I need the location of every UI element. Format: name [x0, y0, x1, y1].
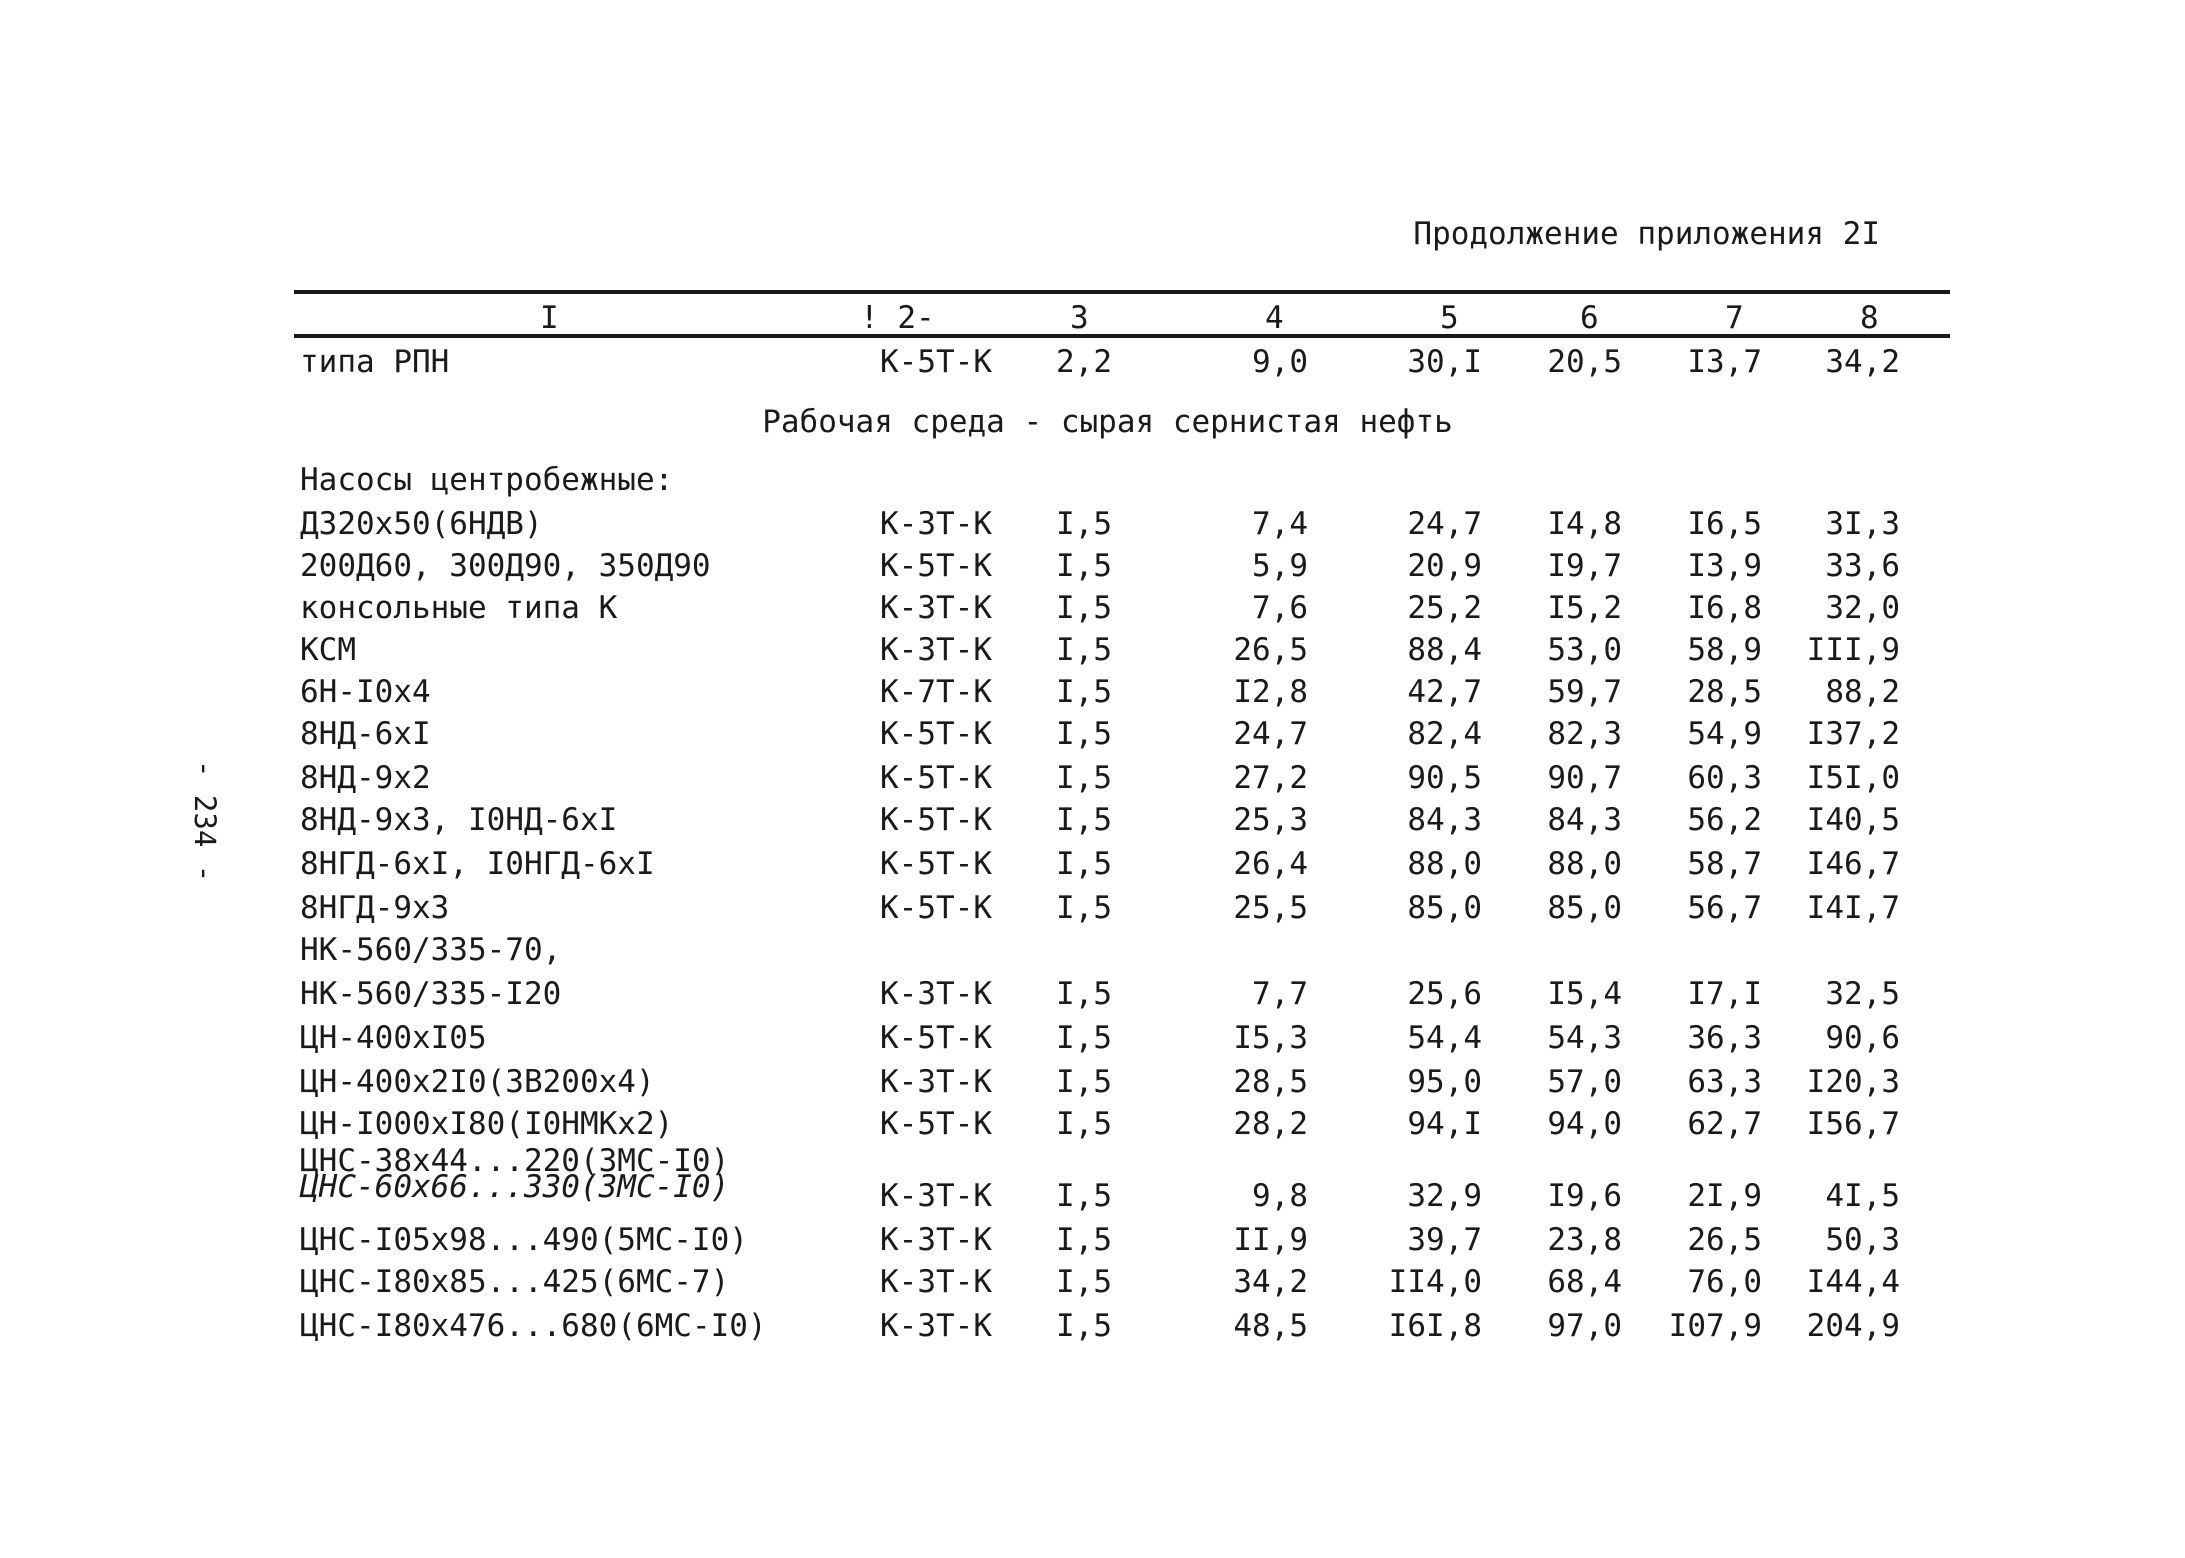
cell-c5: 39,7	[1407, 1222, 1482, 1258]
cell-c5: 90,5	[1407, 760, 1482, 796]
cell-c7: 2I,9	[1687, 1178, 1762, 1214]
cell-code: К-5Т-К	[880, 1020, 992, 1056]
cell-c7: 28,5	[1687, 674, 1762, 710]
cell-c6: I5,2	[1547, 590, 1622, 626]
cell-c7: 56,7	[1687, 890, 1762, 926]
cell-c3: I,5	[1056, 760, 1112, 796]
cell-c3: I,5	[1056, 1222, 1112, 1258]
cell-c6: 82,3	[1547, 716, 1622, 752]
column-header-7: 7	[1725, 300, 1744, 336]
cell-c4: 34,2	[1233, 1264, 1308, 1300]
cell-code: К-5Т-К	[880, 344, 992, 380]
cell-c5: 32,9	[1407, 1178, 1482, 1214]
cell-c8: I4I,7	[1806, 890, 1900, 926]
cell-c5: 94,I	[1407, 1106, 1482, 1142]
cell-code: К-3Т-К	[880, 1308, 992, 1344]
cell-c4: 27,2	[1233, 760, 1308, 796]
cell-c4: 26,5	[1233, 632, 1308, 668]
cell-c7: I6,8	[1687, 590, 1762, 626]
cell-c3: I,5	[1056, 976, 1112, 1012]
cell-c4: 25,3	[1233, 802, 1308, 838]
cell-c8: 88,2	[1825, 674, 1900, 710]
cell-c7: I7,I	[1687, 976, 1762, 1012]
cell-c7: I07,9	[1668, 1308, 1762, 1344]
cell-c3: I,5	[1056, 1064, 1112, 1100]
cell-code: К-7Т-К	[880, 674, 992, 710]
cell-c8: I40,5	[1806, 802, 1900, 838]
cell-c5: 54,4	[1407, 1020, 1482, 1056]
cell-code: К-5Т-К	[880, 716, 992, 752]
cell-c8: 32,5	[1825, 976, 1900, 1012]
cell-c4: 48,5	[1233, 1308, 1308, 1344]
row-name: 8НД-6хI	[300, 716, 431, 752]
cell-c7: 60,3	[1687, 760, 1762, 796]
cell-c6: 59,7	[1547, 674, 1622, 710]
cell-c5: 20,9	[1407, 548, 1482, 584]
cell-c8: III,9	[1806, 632, 1900, 668]
column-header-3: 3	[1070, 300, 1089, 336]
cell-c6: 97,0	[1547, 1308, 1622, 1344]
cell-code: К-5Т-К	[880, 760, 992, 796]
cell-c5: 88,0	[1407, 846, 1482, 882]
cell-c6: I4,8	[1547, 506, 1622, 542]
cell-c7: 63,3	[1687, 1064, 1762, 1100]
cell-code: К-3Т-К	[880, 506, 992, 542]
cell-c3: I,5	[1056, 890, 1112, 926]
cell-c7: 58,7	[1687, 846, 1762, 882]
cell-code: К-3Т-К	[880, 590, 992, 626]
cell-c7: I3,7	[1687, 344, 1762, 380]
row-name: 8НД-9х3, I0НД-6хI	[300, 802, 618, 838]
row-name: 8НГД-6хI, I0НГД-6хI	[300, 846, 655, 882]
row-name: Д320х50(6НДВ)	[300, 506, 543, 542]
cell-c7: 76,0	[1687, 1264, 1762, 1300]
cell-code: К-3Т-К	[880, 1178, 992, 1214]
row-name: ЦН-400хI05	[300, 1020, 487, 1056]
cell-c8: 32,0	[1825, 590, 1900, 626]
cell-c4: I2,8	[1233, 674, 1308, 710]
row-name: 200Д60, 300Д90, 350Д90	[300, 548, 711, 584]
cell-code: К-3Т-К	[880, 976, 992, 1012]
row-name: НК-560/335-I20	[300, 976, 562, 1012]
cell-c4: 7,7	[1252, 976, 1308, 1012]
cell-c3: I,5	[1056, 674, 1112, 710]
cell-c5: 42,7	[1407, 674, 1482, 710]
cell-c6: 90,7	[1547, 760, 1622, 796]
cell-c8: I5I,0	[1806, 760, 1900, 796]
cell-c5: 24,7	[1407, 506, 1482, 542]
cell-c8: I56,7	[1806, 1106, 1900, 1142]
cell-c4: II,9	[1233, 1222, 1308, 1258]
section-title: Рабочая среда - сырая сернистая нефть	[762, 404, 1453, 440]
cell-c6: 84,3	[1547, 802, 1622, 838]
cell-c8: 33,6	[1825, 548, 1900, 584]
cell-code: К-5Т-К	[880, 890, 992, 926]
cell-c7: 36,3	[1687, 1020, 1762, 1056]
cell-c6: 68,4	[1547, 1264, 1622, 1300]
cell-c3: I,5	[1056, 1106, 1112, 1142]
cell-c3: I,5	[1056, 1178, 1112, 1214]
cell-code: К-3Т-К	[880, 1264, 992, 1300]
cell-c4: 7,4	[1252, 506, 1308, 542]
row-name: 8НД-9х2	[300, 760, 431, 796]
cell-c4: 7,6	[1252, 590, 1308, 626]
cell-c7: 58,9	[1687, 632, 1762, 668]
row-name: ЦН-I000хI80(I0НМКх2)	[300, 1106, 674, 1142]
cell-c3: I,5	[1056, 1020, 1112, 1056]
cell-c7: I3,9	[1687, 548, 1762, 584]
column-header-1: I	[540, 300, 559, 336]
cell-c4: 9,8	[1252, 1178, 1308, 1214]
cell-c3: I,5	[1056, 632, 1112, 668]
cell-c8: 204,9	[1806, 1308, 1900, 1344]
cell-c5: 30,I	[1407, 344, 1482, 380]
row-name-second-line: ЦНС-60х66...330(3МС-I0)	[300, 1169, 730, 1205]
cell-c6: 53,0	[1547, 632, 1622, 668]
row-name: ЦНС-I80х476...680(6МС-I0)	[300, 1308, 767, 1344]
cell-code: К-5Т-К	[880, 548, 992, 584]
row-name: ЦНС-I05х98...490(5МС-I0)	[300, 1222, 748, 1258]
row-name: 8НГД-9х3	[300, 890, 450, 926]
row-name: КСМ	[300, 632, 356, 668]
cell-c5: 85,0	[1407, 890, 1482, 926]
cell-c3: I,5	[1056, 590, 1112, 626]
cell-c7: 56,2	[1687, 802, 1762, 838]
cell-code: К-3Т-К	[880, 1064, 992, 1100]
cell-c7: I6,5	[1687, 506, 1762, 542]
cell-c6: 54,3	[1547, 1020, 1622, 1056]
cell-c4: 24,7	[1233, 716, 1308, 752]
row-name: консольные типа К	[300, 590, 618, 626]
cell-c6: 23,8	[1547, 1222, 1622, 1258]
cell-c4: 25,5	[1233, 890, 1308, 926]
cell-c6: 85,0	[1547, 890, 1622, 926]
table-top-rule	[294, 290, 1950, 294]
cell-c5: 95,0	[1407, 1064, 1482, 1100]
cell-c8: I46,7	[1806, 846, 1900, 882]
cell-c7: 54,9	[1687, 716, 1762, 752]
cell-c8: 4I,5	[1825, 1178, 1900, 1214]
cell-c3: I,5	[1056, 716, 1112, 752]
cell-code: К-5Т-К	[880, 846, 992, 882]
cell-c3: I,5	[1056, 846, 1112, 882]
cell-c6: 57,0	[1547, 1064, 1622, 1100]
cell-c4: I5,3	[1233, 1020, 1308, 1056]
column-header-4: 4	[1265, 300, 1284, 336]
cell-c4: 28,5	[1233, 1064, 1308, 1100]
cell-c6: 88,0	[1547, 846, 1622, 882]
cell-c8: 50,3	[1825, 1222, 1900, 1258]
cell-c4: 28,2	[1233, 1106, 1308, 1142]
cell-c3: I,5	[1056, 802, 1112, 838]
cell-c4: 5,9	[1252, 548, 1308, 584]
cell-code: К-5Т-К	[880, 1106, 992, 1142]
row-name: Насосы центробежные:	[300, 462, 674, 498]
cell-c5: I6I,8	[1388, 1308, 1482, 1344]
row-name: ЦНС-I80х85...425(6МС-7)	[300, 1264, 730, 1300]
cell-c5: 25,6	[1407, 976, 1482, 1012]
cell-code: К-3Т-К	[880, 1222, 992, 1258]
cell-c5: II4,0	[1388, 1264, 1482, 1300]
cell-c3: I,5	[1056, 1264, 1112, 1300]
cell-c4: 9,0	[1252, 344, 1308, 380]
cell-c6: I5,4	[1547, 976, 1622, 1012]
cell-c6: I9,7	[1547, 548, 1622, 584]
page-heading: Продолжение приложения 2I	[1413, 216, 1880, 252]
cell-c5: 82,4	[1407, 716, 1482, 752]
row-name: 6Н-I0х4	[300, 674, 431, 710]
column-header-8: 8	[1860, 300, 1879, 336]
cell-c8: I44,4	[1806, 1264, 1900, 1300]
cell-c7: 62,7	[1687, 1106, 1762, 1142]
row-name: типа РПН	[300, 344, 450, 380]
cell-c3: I,5	[1056, 1308, 1112, 1344]
cell-c8: I20,3	[1806, 1064, 1900, 1100]
row-name: НК-560/335-70,	[300, 932, 562, 968]
column-header-2: ! 2-	[860, 300, 935, 336]
cell-c5: 88,4	[1407, 632, 1482, 668]
cell-c3: 2,2	[1056, 344, 1112, 380]
column-header-5: 5	[1440, 300, 1459, 336]
cell-c6: I9,6	[1547, 1178, 1622, 1214]
cell-c5: 25,2	[1407, 590, 1482, 626]
cell-c6: 94,0	[1547, 1106, 1622, 1142]
cell-c7: 26,5	[1687, 1222, 1762, 1258]
cell-code: К-3Т-К	[880, 632, 992, 668]
cell-c5: 84,3	[1407, 802, 1482, 838]
cell-c4: 26,4	[1233, 846, 1308, 882]
side-page-number: - 234 -	[188, 760, 222, 883]
row-name: ЦН-400х2I0(3В200х4)	[300, 1064, 655, 1100]
column-header-6: 6	[1580, 300, 1599, 336]
cell-code: К-5Т-К	[880, 802, 992, 838]
cell-c3: I,5	[1056, 548, 1112, 584]
cell-c8: 3I,3	[1825, 506, 1900, 542]
cell-c8: I37,2	[1806, 716, 1900, 752]
cell-c8: 34,2	[1825, 344, 1900, 380]
cell-c6: 20,5	[1547, 344, 1622, 380]
cell-c8: 90,6	[1825, 1020, 1900, 1056]
cell-c3: I,5	[1056, 506, 1112, 542]
row-name: ЦНС-38х44...220(3МС-I0)	[300, 1143, 730, 1179]
